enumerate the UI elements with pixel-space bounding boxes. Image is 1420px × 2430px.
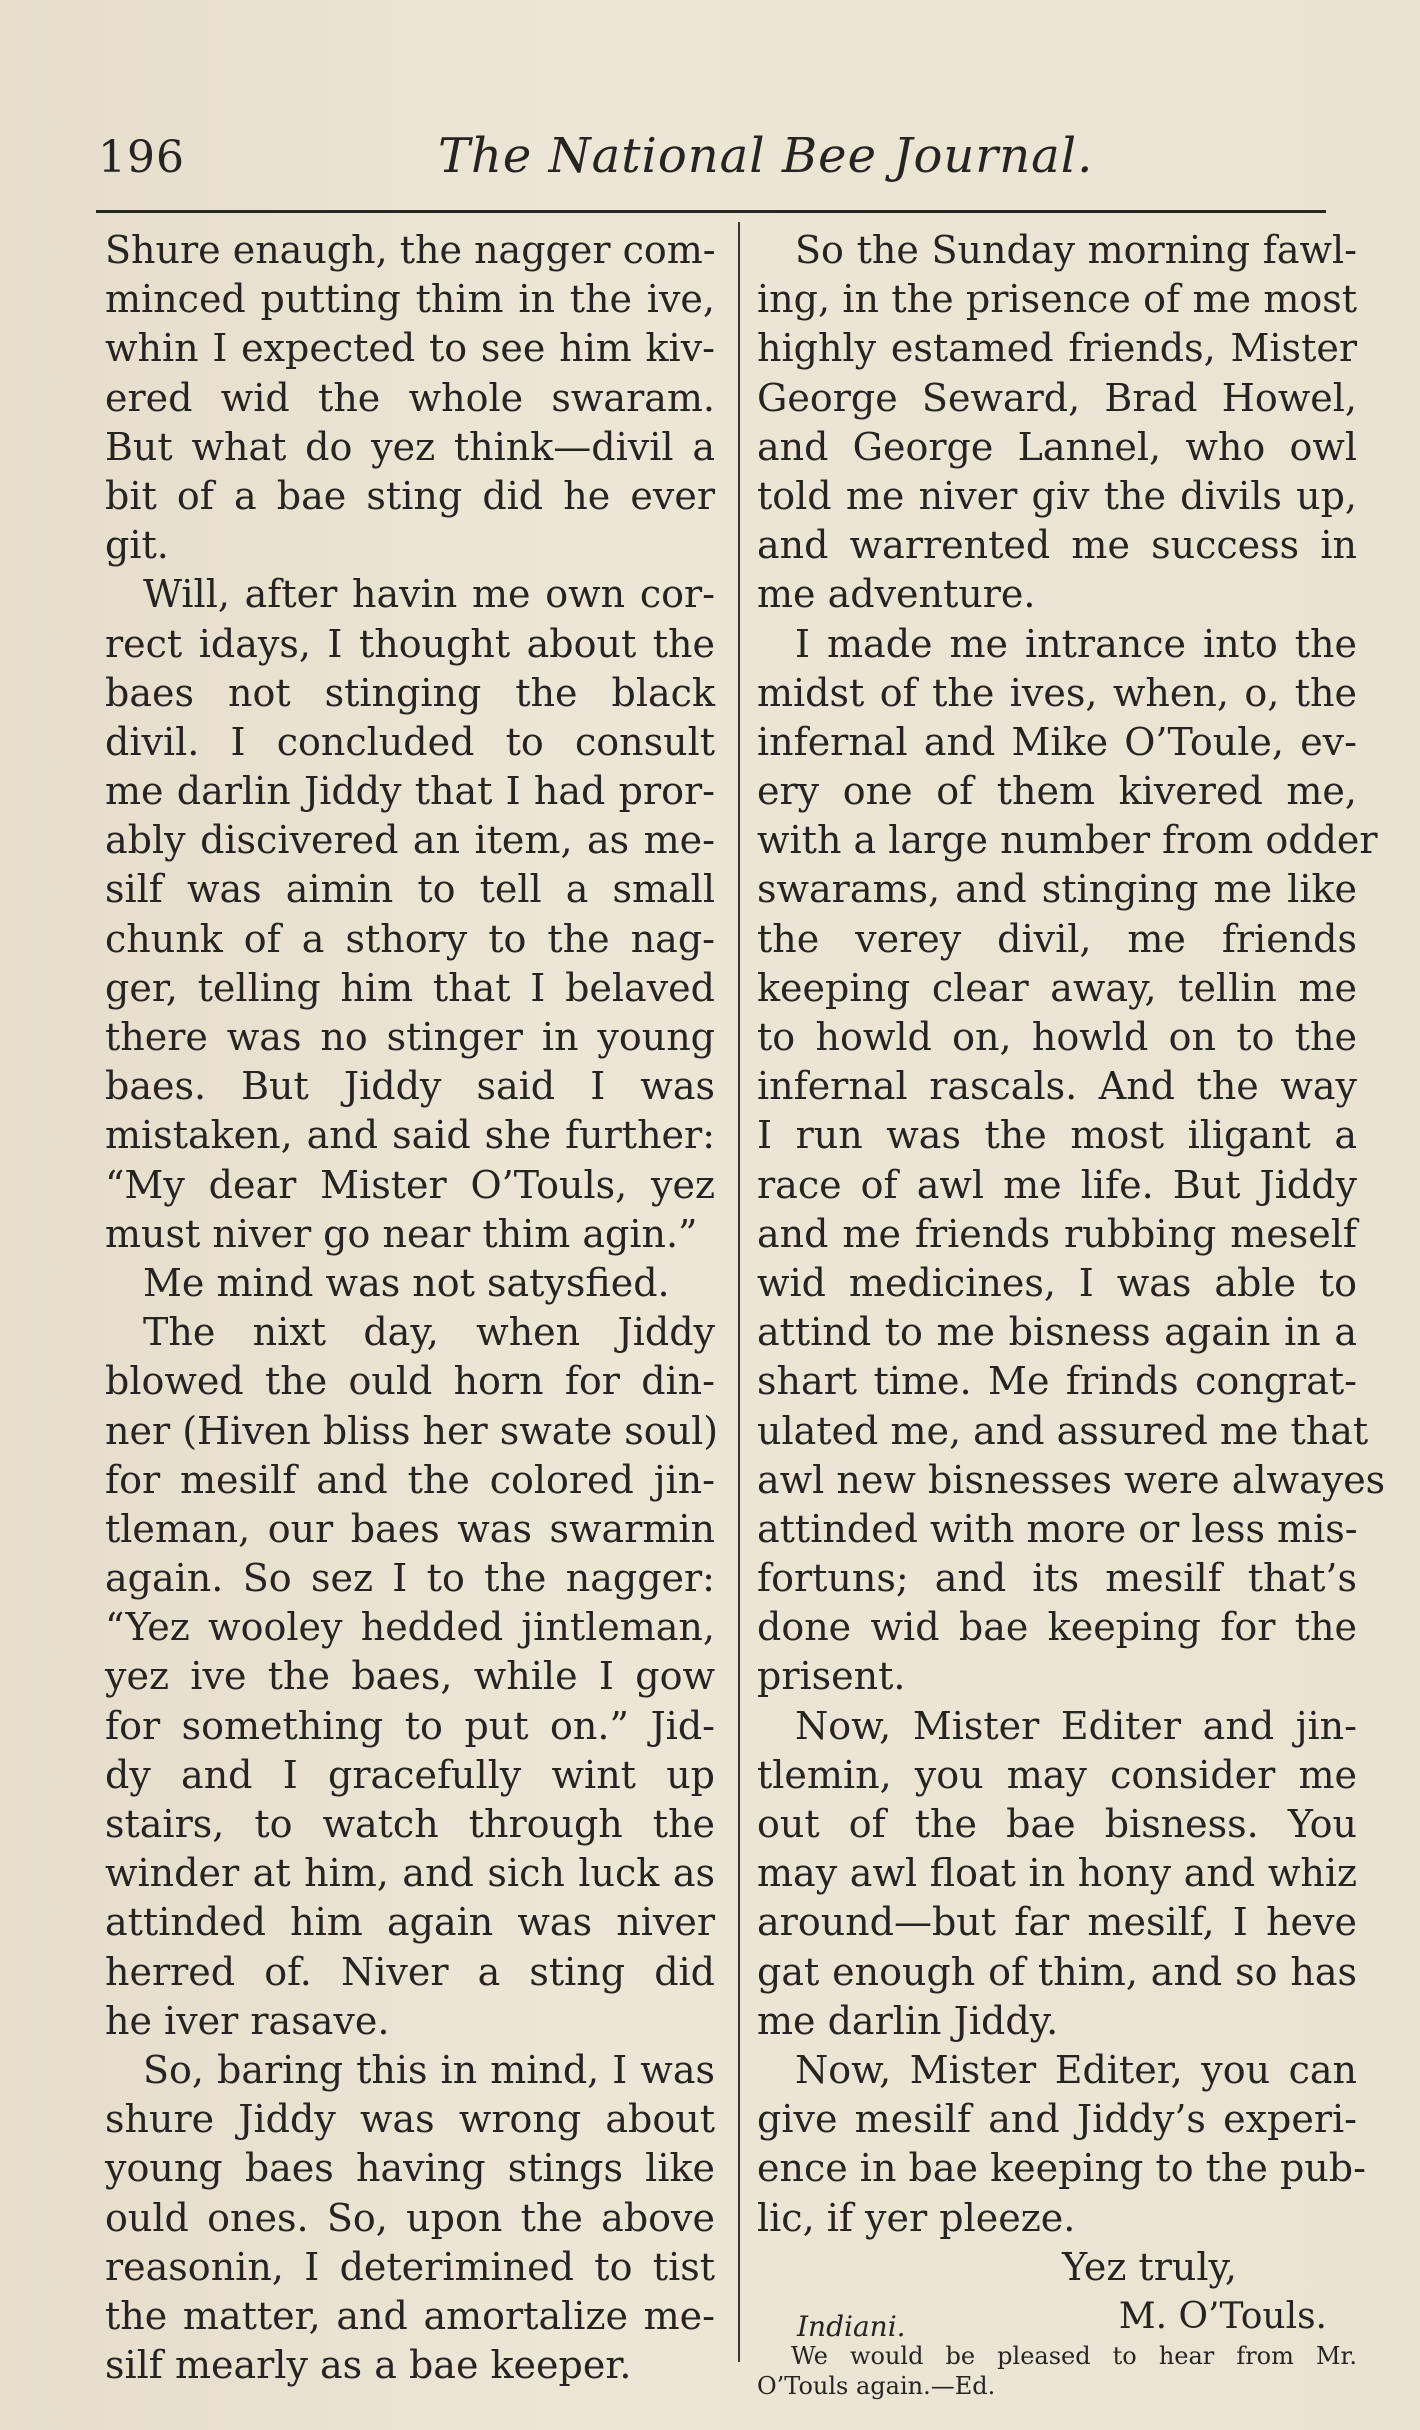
text-line: yez ive the baes, while I gow — [105, 1654, 715, 1699]
text-line: “Yez wooley hedded jintleman, — [105, 1605, 715, 1650]
text-line: for mesilf and the colored jin- — [105, 1457, 715, 1502]
text-line: around—but far mesilf, I heve — [757, 1900, 1357, 1945]
text-line: told me niver giv the divils up, — [757, 473, 1357, 518]
text-line: git. — [105, 523, 169, 568]
text-line: ing, in the prisence of me most — [757, 277, 1357, 322]
text-line: ner (Hiven bliss her swate soul) — [105, 1408, 719, 1453]
text-line: wid medicines, I was able to — [757, 1260, 1357, 1305]
text-line: shart time. Me frinds congrat- — [757, 1359, 1357, 1404]
text-line: fortuns; and its mesilf that’s — [757, 1556, 1357, 1601]
text-line: ery one of them kivered me, — [757, 769, 1357, 814]
text-line: again. So sez I to the nagger: — [105, 1556, 715, 1601]
text-line: chunk of a sthory to the nag- — [105, 916, 715, 961]
text-line: But what do yez think—divil a — [105, 424, 715, 469]
text-line: young baes having stings like — [105, 2146, 715, 2191]
text-line: attinded him again was niver — [105, 1900, 715, 1945]
text-line: ably discivered an item, as me- — [105, 818, 715, 863]
text-line: keeping clear away, tellin me — [757, 965, 1357, 1010]
text-line: prisent. — [757, 1654, 906, 1699]
text-line: The nixt day, when Jiddy — [143, 1310, 715, 1355]
text-line: reasonin, I deterimined to tist — [105, 2244, 715, 2289]
text-line: me darlin Jiddy. — [757, 1998, 1059, 2043]
text-line: he iver rasave. — [105, 1998, 390, 2043]
text-line: swarams, and stinging me like — [757, 867, 1357, 912]
column-divider — [738, 222, 740, 2362]
text-line: and warrented me success in — [757, 523, 1357, 568]
text-line: race of awl me life. But Jiddy — [757, 1162, 1357, 1207]
text-line: divil. I concluded to consult — [105, 719, 715, 764]
text-line: ered wid the whole swaram. — [105, 375, 715, 420]
text-line: baes. But Jiddy said I was — [105, 1064, 715, 1109]
text-line: me adventure. — [757, 572, 1036, 617]
text-line: awl new bisnesses were alwayes — [757, 1457, 1386, 1502]
text-line: So, baring this in mind, I was — [143, 2047, 715, 2092]
header-rule — [96, 210, 1326, 213]
text-line: Will, after havin me own cor- — [143, 572, 715, 617]
text-line: winder at him, and sich luck as — [105, 1851, 715, 1896]
editor-note-line: We would be pleased to hear from Mr. — [791, 2342, 1357, 2371]
text-line: silf was aimin to tell a small — [105, 867, 715, 912]
text-line: may awl float in hony and whiz — [757, 1851, 1357, 1896]
text-line: and me friends rubbing meself — [757, 1211, 1357, 1256]
text-line: done wid bae keeping for the — [757, 1605, 1357, 1650]
text-line: dy and I gracefully wint up — [105, 1752, 715, 1797]
text-line: must niver go near thim agin.” — [105, 1211, 698, 1256]
text-line: the matter, and amortalize me- — [105, 2293, 715, 2338]
text-line: whin I expected to see him kiv- — [105, 326, 715, 371]
text-line: minced putting thim in the ive, — [105, 277, 715, 322]
text-line: tlemin, you may consider me — [757, 1752, 1357, 1797]
text-line: me darlin Jiddy that I had pror- — [105, 769, 715, 814]
text-line: silf mearly as a bae keeper. — [105, 2343, 632, 2388]
text-line: attind to me bisness again in a — [757, 1310, 1357, 1355]
text-line: baes not stinging the black — [105, 670, 715, 715]
text-line: there was no stinger in young — [105, 1015, 715, 1059]
text-line: out of the bae bisness. You — [757, 1802, 1357, 1846]
text-line: infernal rascals. And the way — [757, 1064, 1357, 1109]
text-line: highly estamed friends, Mister — [757, 326, 1357, 371]
text-line: bit of a bae sting did he ever — [105, 473, 715, 518]
signature — [757, 2292, 1357, 2341]
closing-line: Yez truly, — [1062, 2244, 1237, 2289]
text-line: Me mind was not satysfied. — [143, 1260, 670, 1305]
text-line: ould ones. So, upon the above — [105, 2195, 715, 2240]
text-line: attinded with more or less mis- — [757, 1506, 1358, 1551]
text-line: ger, telling him that I belaved — [105, 965, 715, 1010]
text-line: ence in bae keeping to the pub- — [757, 2146, 1366, 2191]
text-line: for something to put on.” Jid- — [105, 1703, 715, 1748]
text-line: “My dear Mister O’Touls, yez — [105, 1162, 715, 1207]
text-line: gat enough of thim, and so has — [757, 1949, 1357, 1994]
text-line: I run was the most iligant a — [757, 1113, 1357, 1158]
text-line: stairs, to watch through the — [105, 1802, 715, 1846]
left-column — [105, 226, 719, 2390]
text-line: mistaken, and said she further: — [105, 1113, 715, 1158]
text-line: lic, if yer pleeze. — [757, 2195, 1076, 2240]
text-line: tleman, our baes was swarmin — [105, 1506, 715, 1551]
text-line: herred of. Niver a sting did — [105, 1949, 715, 1994]
text-line: George Seward, Brad Howel, — [757, 375, 1357, 420]
editor-note — [757, 2341, 1357, 2401]
text-line: So the Sunday morning fawl- — [795, 228, 1357, 272]
text-line: to howld on, howld on to the — [757, 1015, 1357, 1059]
signature-place: Indiani. — [797, 2309, 906, 2343]
page-header — [98, 128, 1328, 198]
editor-note-line: O’Touls again.—Ed. — [757, 2372, 996, 2401]
page-number: 196 — [98, 132, 185, 183]
text-line: I made me intrance into the — [795, 621, 1357, 666]
journal-title: The National Bee Journal. — [438, 128, 1094, 184]
text-line: give mesilf and Jiddy’s experi- — [757, 2097, 1357, 2142]
text-line: with a large number from odder — [757, 818, 1378, 863]
text-line: Now, Mister Editer and jin- — [795, 1703, 1357, 1748]
text-line: and George Lannel, who owl — [757, 424, 1357, 469]
text-line: infernal and Mike O’Toule, ev- — [757, 719, 1357, 764]
text-line: Now, Mister Editer, you can — [795, 2047, 1357, 2092]
text-line: ulated me, and assured me that — [757, 1408, 1369, 1453]
text-line: shure Jiddy was wrong about — [105, 2097, 715, 2142]
text-line: Shure enaugh, the nagger com- — [105, 228, 716, 272]
right-column — [757, 226, 1386, 2401]
text-line: rect idays, I thought about the — [105, 621, 715, 666]
text-line: blowed the ould horn for din- — [105, 1359, 715, 1404]
text-line: the verey divil, me friends — [757, 916, 1357, 961]
text-line: midst of the ives, when, o, the — [757, 670, 1357, 715]
signature-name: M. O’Touls. — [1118, 2295, 1327, 2337]
